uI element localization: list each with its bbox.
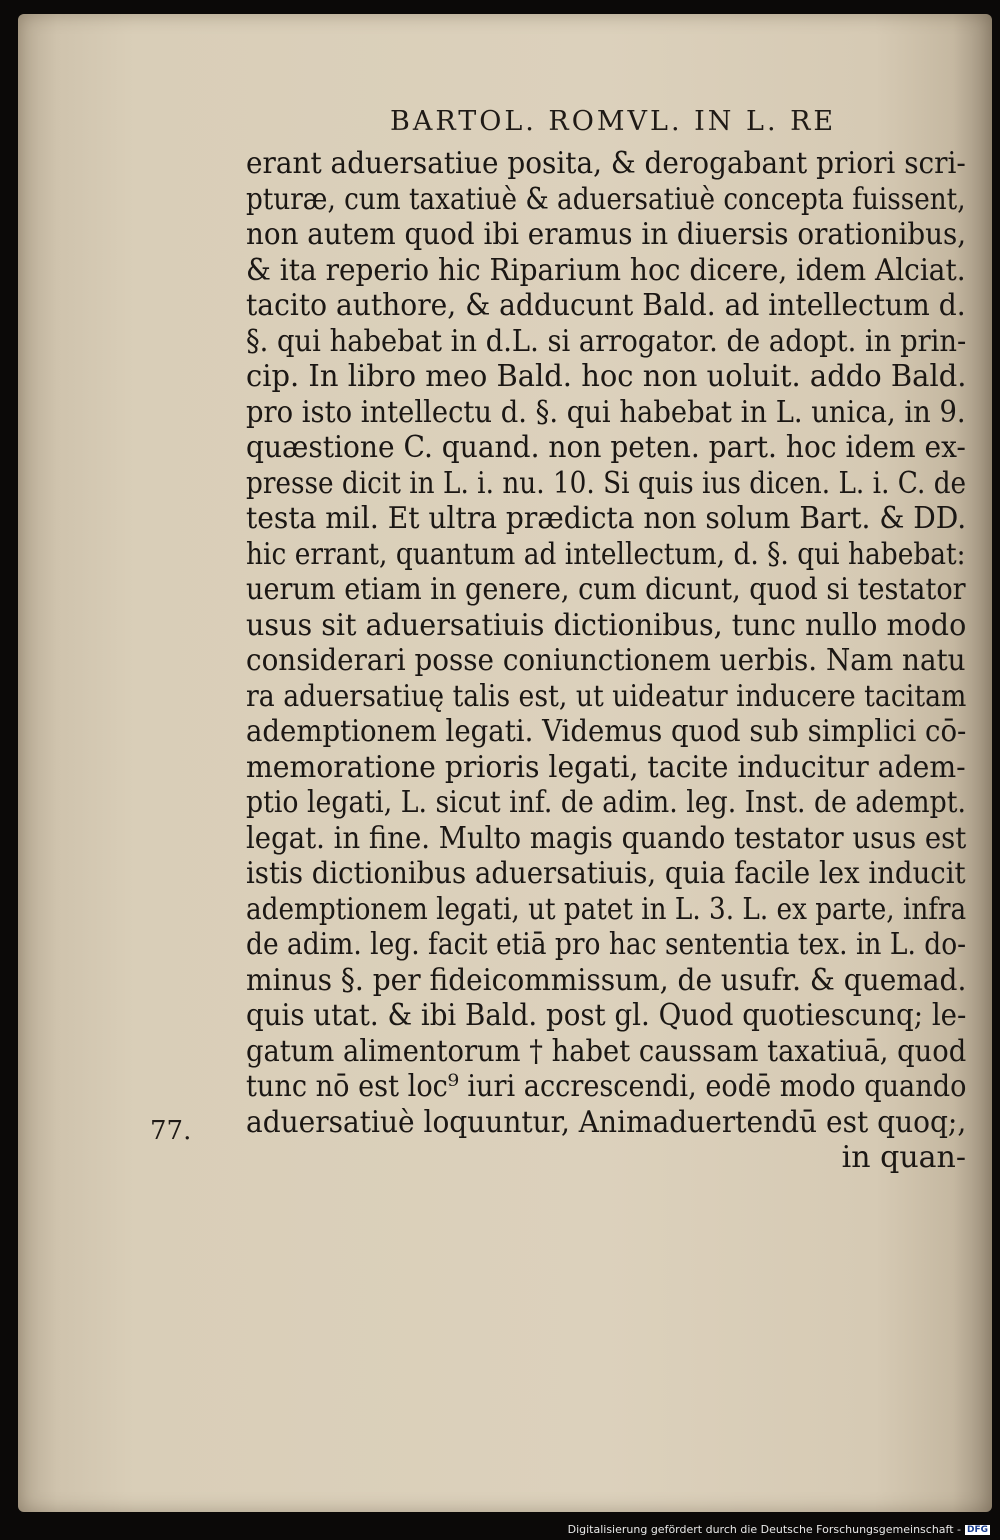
text-line: tacito authore, & adducunt Bald. ad intellectum d.	[246, 288, 966, 323]
text-line: ptio legati, L. sicut inf. de adim. leg. Inst. de adempt.	[246, 785, 966, 820]
text-line: legat. in fine. Multo magis quando testator usus est	[246, 820, 967, 856]
text-line: istis dictionibus aduersatiuis, quia facile lex inducit	[246, 856, 966, 891]
catchword: in quan-	[841, 1140, 966, 1175]
text-line: & ita reperio hic Riparium hoc dicere, idem Alciat.	[246, 252, 966, 288]
digitization-credit	[568, 1523, 990, 1536]
text-line: erant aduersatiue posita, & derogabant priori scri-	[246, 146, 966, 181]
text-line: aduersatiuè loquuntur, Animaduertendū est quoq;,	[246, 1104, 967, 1140]
text-line: §. qui habebat in d.L. si arrogator. de adopt. in prin-	[246, 323, 967, 359]
text-line: minus §. per fideicommissum, de usufr. & quemad.	[246, 962, 967, 998]
text-line: presse dicit in L. i. nu. 10. Si quis ius dicen. L. i. C. de	[246, 465, 967, 501]
text-line: quis utat. & ibi Bald. post gl. Quod quotiescunq; le-	[246, 998, 967, 1033]
text-line: uerum etiam in genere, cum dicunt, quod si testator	[246, 572, 966, 607]
text-line: hic errant, quantum ad intellectum, d. §. qui habebat:	[246, 536, 966, 572]
text-line: ademptionem legati. Videmus quod sub simplici cō-	[246, 714, 967, 749]
text-line: ademptionem legati, ut patet in L. 3. L. ex parte, infra	[246, 891, 967, 927]
text-line: quæstione C. quand. non peten. part. hoc idem ex-	[246, 430, 966, 465]
text-line: pturæ, cum taxatiuè & aduersatiuè concepta fuissent,	[246, 181, 966, 217]
margin-note: 77.	[150, 1116, 192, 1146]
text-line: gatum alimentorum † habet caussam taxatiuā, quod	[246, 1033, 967, 1069]
text-line: pro isto intellectu d. §. qui habebat in L. unica, in 9.	[246, 394, 966, 430]
page-body-text	[246, 146, 966, 1176]
text-line: ra aduersatiuę talis est, ut uideatur inducere tacitam	[246, 678, 967, 714]
text-line: usus sit aduersatiuis dictionibus, tunc nullo modo	[246, 607, 967, 643]
credit-text: Digitalisierung gefördert durch die Deutsche Forschungsgemeinschaft -	[567, 1523, 961, 1536]
text-line: non autem quod ibi eramus in diuersis orationibus,	[246, 217, 967, 252]
text-line: testa mil. Et ultra prædicta non solum Bart. & DD.	[246, 501, 967, 536]
text-line: memoratione prioris legati, tacite inducitur adem-	[246, 749, 966, 785]
text-line: cip. In libro meo Bald. hoc non uoluit. addo Bald.	[246, 359, 967, 394]
text-line: considerari posse coniunctionem uerbis. Nam natu	[246, 643, 966, 678]
text-line: de adim. leg. facit etiā pro hac sententia tex. in L. do-	[246, 927, 967, 962]
text-line: tunc nō est loc⁹ iuri accrescendi, eodē modo quando	[246, 1069, 967, 1104]
running-header: BARTOL. ROMVL. IN L. RE	[390, 106, 837, 137]
book-page	[18, 14, 992, 1512]
dfg-logo-icon: DFG	[966, 1525, 988, 1535]
